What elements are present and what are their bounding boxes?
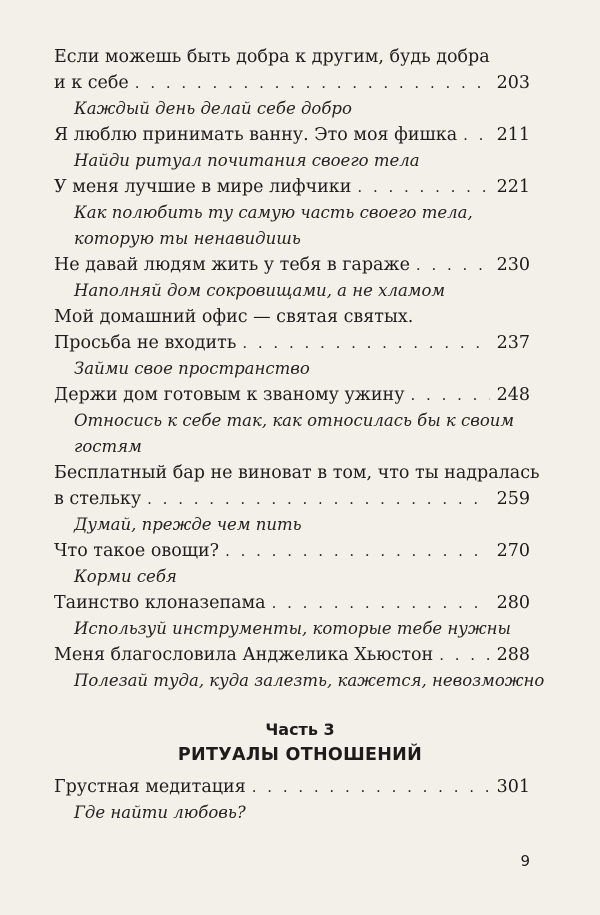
leader-dots <box>416 252 490 278</box>
leader-dots <box>147 486 490 512</box>
toc-entry <box>54 460 540 538</box>
toc-entry-title-line <box>54 330 530 356</box>
toc-entry <box>54 304 530 382</box>
leader-dots <box>135 70 490 96</box>
toc-entry-subtitle: Каждый день делай себе добро <box>74 99 352 118</box>
leader-dots <box>252 774 490 800</box>
toc-entry <box>54 642 545 694</box>
part-number: Часть 3 <box>265 720 335 739</box>
toc-entry-subtitle: Используй инструменты, которые тебе нужны <box>74 619 511 638</box>
toc-entry <box>54 382 530 460</box>
page-number: 9 <box>520 852 530 870</box>
toc-page-number: 230 <box>496 255 530 275</box>
toc-entry-title-line <box>54 460 540 486</box>
toc-page-number: 270 <box>496 541 530 561</box>
toc-entry-title: Я люблю принимать ванну. Это моя фишка <box>54 125 458 145</box>
toc-entry-title-line <box>54 538 530 564</box>
toc-page-number: 221 <box>496 177 530 197</box>
toc-entry-subtitle: Полезай туда, куда залезть, кажется, невозможно <box>74 671 545 690</box>
toc-entry-title-line <box>54 122 530 148</box>
leader-dots <box>272 590 490 616</box>
toc-entry <box>54 590 530 642</box>
leader-dots <box>463 122 490 148</box>
toc-entry <box>54 538 530 590</box>
toc-page-number: 248 <box>496 385 530 405</box>
leader-dots <box>411 382 491 408</box>
toc-entry-title: Не давай людям жить у тебя в гараже <box>54 255 410 275</box>
toc-entry-subtitle: Думай, прежде чем пить <box>74 515 302 534</box>
toc-entry-title: Если можешь быть добра к другим, будь добра <box>54 47 490 67</box>
toc-page-number: 211 <box>496 125 530 145</box>
toc-page-number: 203 <box>496 73 530 93</box>
toc-entry-subtitle: Где найти любовь? <box>74 803 246 822</box>
toc-entry <box>54 252 530 304</box>
toc-entry <box>54 122 530 174</box>
toc-entry-title: Бесплатный бар не виноват в том, что ты надралась <box>54 463 540 483</box>
toc-entry-subtitle: Займи свое пространство <box>74 359 310 378</box>
toc-entry-title: У меня лучшие в мире лифчики <box>54 177 352 197</box>
toc-entry-subtitle: Относись к себе так, как относилась бы к своим <box>74 411 515 430</box>
toc-entry <box>54 774 530 826</box>
leader-dots <box>225 538 490 564</box>
toc-page-number: 301 <box>496 777 530 797</box>
toc-entry-title: Меня благословила Анджелика Хьюстон <box>54 645 434 665</box>
toc-entry-subtitle: которую ты ненавидишь <box>74 229 301 248</box>
toc-entry-title: и к себе <box>54 73 129 93</box>
toc-entry-title: Мой домашний офис — святая святых. <box>54 307 414 327</box>
toc-entry-title-line <box>54 590 530 616</box>
toc-entry-title-line <box>54 382 530 408</box>
toc-entry-title: в стельку <box>54 489 142 509</box>
leader-dots <box>357 174 490 200</box>
toc-entry-title: Грустная медитация <box>54 777 246 797</box>
toc-entry <box>54 174 530 252</box>
toc-entry-title: Таинство клоназепама <box>54 593 266 613</box>
toc-page-number: 280 <box>496 593 530 613</box>
toc-entry-title: Держи дом готовым к званому ужину <box>54 385 405 405</box>
toc-entry-title-line <box>54 774 530 800</box>
toc-entry-title-line <box>54 44 530 70</box>
toc-entry-title: Что такое овощи? <box>54 541 220 561</box>
leader-dots <box>439 642 490 668</box>
toc-entry-title-line <box>54 174 530 200</box>
toc-entry-subtitle: Наполняй дом сокровищами, а не хламом <box>74 281 446 300</box>
toc-entry-subtitle: гостям <box>74 437 142 456</box>
toc-entry-title-line <box>54 252 530 278</box>
toc-entry-title-line <box>54 486 530 512</box>
toc-entry-subtitle: Найди ритуал почитания своего тела <box>74 151 420 170</box>
toc-page-number: 237 <box>496 333 530 353</box>
toc-entry-title-line <box>54 70 530 96</box>
part-title: РИТУАЛЫ ОТНОШЕНИЙ <box>177 745 423 765</box>
toc-page-number: 259 <box>496 489 530 509</box>
toc-entry <box>54 44 530 122</box>
toc-entry-title: Просьба не входить <box>54 333 237 353</box>
toc-entry-title-line <box>54 642 530 668</box>
toc-page-number: 288 <box>496 645 530 665</box>
leader-dots <box>242 330 490 356</box>
toc-entry-subtitle: Корми себя <box>74 567 177 586</box>
toc-entry-subtitle: Как полюбить ту самую часть своего тела, <box>74 203 473 222</box>
toc-entry-title-line <box>54 304 530 330</box>
